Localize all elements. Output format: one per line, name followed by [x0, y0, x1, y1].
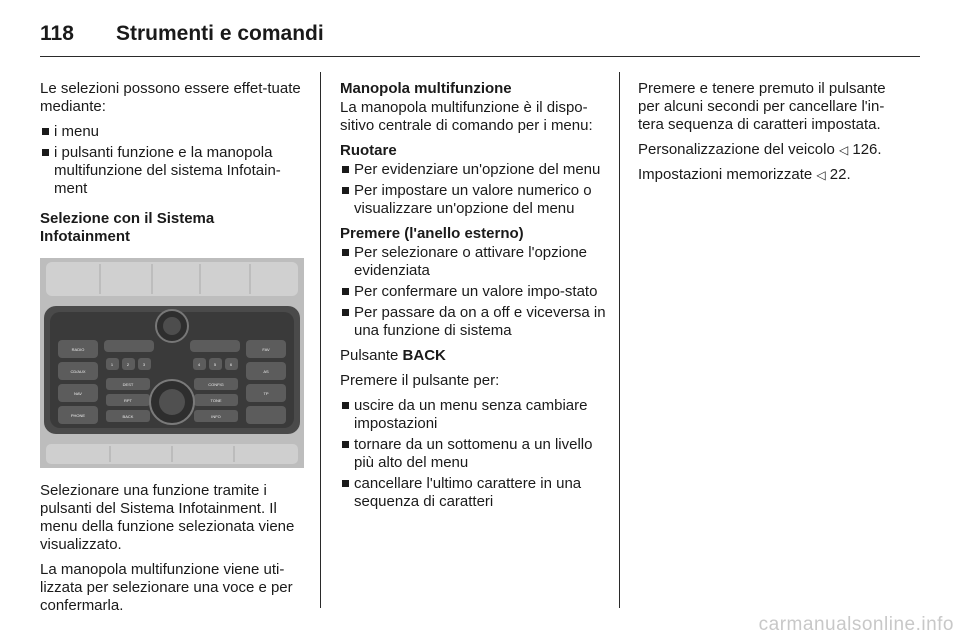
photo-button-label: PHONE [70, 413, 86, 418]
watermark: carmanualsonline.info [758, 614, 954, 635]
photo-button-label: DEST [122, 382, 134, 387]
subsection-title: Ruotare [340, 142, 397, 159]
list-item: cancellare l'ultimo carattere in una sequenza di caratteri [340, 475, 606, 511]
photo-button-label: TP [263, 391, 269, 396]
list-item: Per passare da on a off e viceversa in una funzione di sistema [340, 304, 606, 340]
reference-text: Impostazioni memorizzate [638, 166, 817, 183]
photo-preset-label: 1 [110, 362, 114, 367]
cross-reference [638, 141, 908, 159]
photo-button-label: INFO [211, 414, 221, 419]
infotainment-panel-photo [40, 258, 304, 468]
section-title: Manopola multifunzione [340, 80, 512, 97]
photo-button-label: NAV [74, 391, 82, 396]
intro-text: Le selezioni possono essere effet-tuate mediante: [40, 80, 301, 115]
back-button-name: BACK [402, 347, 446, 364]
photo-button-label: RADIO [71, 347, 85, 352]
ruotare-list [340, 161, 606, 218]
photo-button-label: TONE [210, 398, 222, 403]
section-title: Selezione con il Sistema Infotainment [40, 210, 215, 245]
column-divider-right [619, 72, 620, 608]
photo-preset-label: 3 [142, 362, 146, 367]
page-reference-icon: ◁ [816, 168, 826, 182]
list-item: Per selezionare o attivare l'opzione evidenziata [340, 244, 606, 280]
reference-text: Personalizzazione del veicolo [638, 141, 839, 158]
photo-preset-label: 5 [213, 362, 217, 367]
paragraph: Selezionare una funzione tramite i pulsanti del Sistema Infotainment. Il menu della funzione selezionata viene visualizzato. [40, 482, 295, 553]
photo-button-label: CONFIG [208, 382, 224, 387]
heading-prefix: Pulsante [340, 347, 403, 364]
photo-preset-label: 2 [126, 362, 130, 367]
list-item: uscire da un menu senza cambiare impostazioni [340, 397, 606, 433]
column-2 [340, 80, 606, 518]
column-3 [638, 80, 908, 191]
reference-page: 22. [825, 166, 851, 183]
photo-preset-label: 6 [229, 362, 233, 367]
photo-preset-label: 4 [197, 362, 201, 367]
column-divider-left [320, 72, 321, 608]
list-item: i menu [40, 123, 306, 141]
page-title: Strumenti e comandi [116, 22, 324, 45]
paragraph: La manopola multifunzione viene uti-lizzata per selezionare una voce e per confermarla. [40, 561, 293, 614]
photo-button-label: FAV [262, 347, 270, 352]
page-header [40, 16, 920, 52]
paragraph: Premere e tenere premuto il pulsante per alcuni secondi per cancellare l'in-tera sequenza di caratteri impostata. [638, 80, 886, 133]
paragraph: La manopola multifunzione è il dispo-sitivo centrale di comando per i menu: [340, 99, 593, 134]
premere-list [340, 244, 606, 340]
header-rule [40, 56, 920, 57]
back-button-heading [340, 347, 606, 365]
intro-list [40, 123, 306, 198]
photo-button-label: RPT [124, 398, 132, 403]
photo-button-label: CD/AUX [70, 369, 86, 374]
photo-button-label: BACK [122, 414, 134, 419]
page-number: 118 [40, 22, 74, 45]
subsection-title: Premere (l'anello esterno) [340, 225, 524, 242]
paragraph: Premere il pulsante per: [340, 372, 500, 389]
back-list [340, 397, 606, 511]
list-item: Per impostare un valore numerico o visualizzare un'opzione del menu [340, 182, 606, 218]
reference-page: 126. [848, 141, 882, 158]
page-reference-icon: ◁ [838, 143, 849, 157]
list-item: i pulsanti funzione e la manopola multifunzione del sistema Infotain-ment [40, 144, 306, 198]
list-item: Per evidenziare un'opzione del menu [340, 161, 606, 179]
list-item: Per confermare un valore impo-stato [340, 283, 606, 301]
cross-reference [638, 166, 908, 184]
list-item: tornare da un sottomenu a un livello più alto del menu [340, 436, 606, 472]
photo-button-label: AS [263, 369, 269, 374]
column-1 [40, 80, 306, 622]
